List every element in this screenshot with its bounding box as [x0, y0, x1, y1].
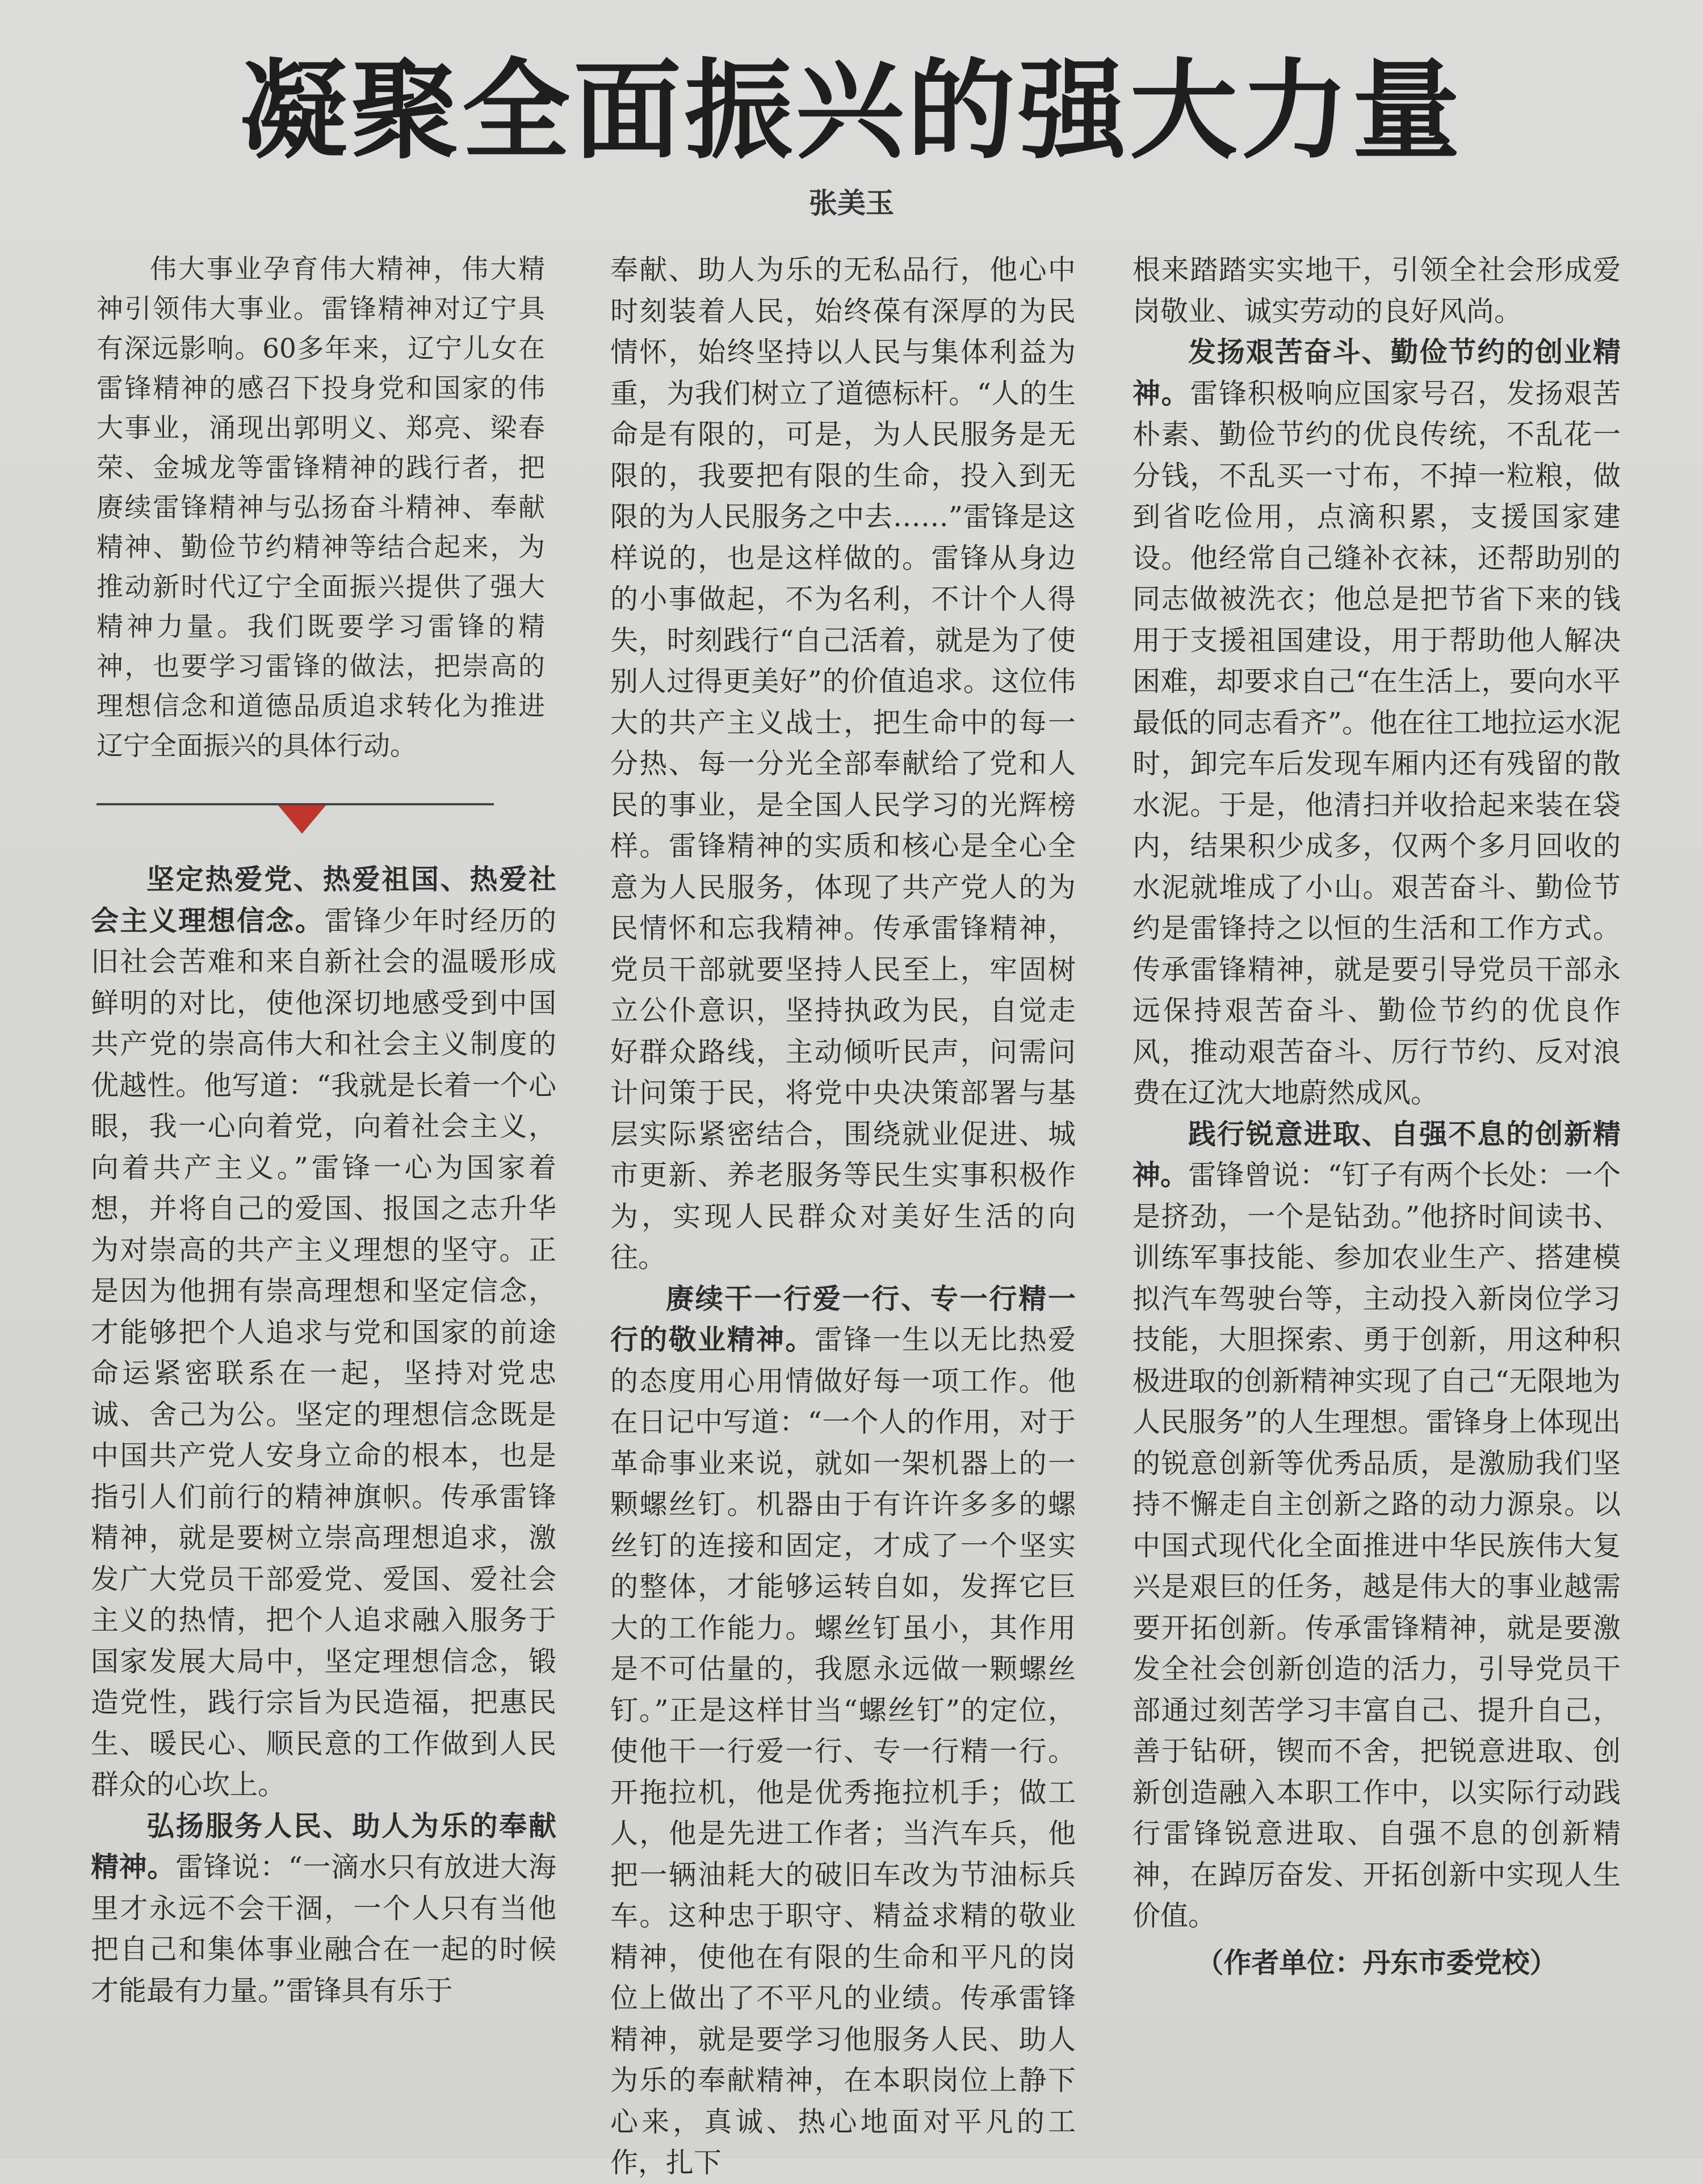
- section-4-heading: 发扬艰苦奋斗、勤俭节约的创业精神。: [1132, 336, 1621, 410]
- section-2-body-b: 奉献、助人为乐的无私品行，他心中时刻装着人民，始终葆有深厚的为民情怀，始终坚持以人民与集体利益为重，为我们树立了道德标杆。“人的生命是有限的，可是，为人民服务是无限的，我要把有限的生命，投入到无限的为人民服务之中去……”雷锋是这样说的，也是这样做的。雷锋从身边的小事做起，不为名利，不计个人得失，时刻践行“自己活着，就是为了使别人过得更美好”的价值追求。这位伟大的共产主义战士，把生命中的每一分热、每一分光全部奉献给了党和人民的事业，是全国人民学习的光辉榜样。雷锋精神的实质和核心是全心全意为人民服务，体现了共产党人的为民情怀和忘我精神。传承雷锋精神，党员干部就要坚持人民至上，牢固树立公仆意识，坚持执政为民，自觉走好群众路线，主动倾听民声，问需问计问策于民，将党中央决策部署与基层实际紧密结合，围绕就业促进、城市更新、养老服务等民生实事积极作为，实现人民群众对美好生活的向往。: [610, 254, 1076, 1274]
- section-2: [91, 1806, 556, 2012]
- section-1-heading: 坚定热爱党、热爱祖国、热爱社会主义理想信念。: [91, 863, 556, 937]
- intro-text: 伟大事业孕育伟大精神，伟大精神引领伟大事业。雷锋精神对辽宁具有深远影响。60多年来，辽宁儿女在雷锋精神的感召下投身党和国家的伟大事业，涌现出郭明义、郑亮、梁春荣、金城龙等雷锋精神的践行者，把赓续雷锋精神与弘扬奋斗精神、奉献精神、勤俭节约精神等结合起来，为推动新时代辽宁全面振兴提供了强大精神力量。我们既要学习雷锋的精神，也要学习雷锋的做法，把崇高的理想信念和道德品质追求转化为推进辽宁全面振兴的具体行动。: [97, 254, 545, 762]
- section-2-body-a: 雷锋说：“一滴水只有放进大海里才永远不会干涸，一个人只有当他把自己和集体事业融合在一起的时候才能最有力量。”雷锋具有乐于: [91, 1851, 556, 2007]
- section-3-heading: 赓续干一行爱一行、专一行精一行的敬业精神。: [610, 1282, 1076, 1356]
- section-5-body: 雷锋曾说：“钉子有两个长处：一个是挤劲，一个是钻劲。”他挤时间读书、训练军事技能、参加农业生产、搭建模拟汽车驾驶台等，主动投入新岗位学习技能，大胆探索、勇于创新，用这种积极进取的创新精神实现了自己“无限地为人民服务”的人生理想。雷锋身上体现出的锐意创新等优秀品质，是激励我们坚持不懈走自主创新之路的动力源泉。以中国式现代化全面推进中华民族伟大复兴是艰巨的任务，越是伟大的事业越需要开拓创新。传承雷锋精神，就是要激发全社会创新创造的活力，引导党员干部通过刻苦学习丰富自己、提升自己，善于钻研，锲而不舍，把锐意进取、创新创造融入本职工作中，以实际行动践行雷锋锐意进取、自强不息的创新精神，在踔厉奋发、开拓创新中实现人生价值。: [1132, 1159, 1621, 1932]
- author-affiliation: （作者单位：丹东市委党校）: [1196, 1946, 1558, 1979]
- column-2: [610, 250, 1076, 2184]
- section-2-continued: [610, 250, 1076, 1279]
- section-2-heading: 弘扬服务人民、助人为乐的奉献精神。: [91, 1809, 556, 1883]
- section-3-body-b: 根来踏踏实实地干，引领全社会形成爱岗敬业、诚实劳动的良好风尚。: [1132, 254, 1621, 327]
- section-4-body: 雷锋积极响应国家号召，发扬艰苦朴素、勤俭节约的优良传统，不乱花一分钱，不乱买一寸布，不掉一粒粮，做到省吃俭用，点滴积累，支援国家建设。他经常自己缝补衣袜，还帮助别的同志做被洗衣；他总是把节省下来的钱用于支援祖国建设，用于帮助他人解决困难，却要求自己“在生活上，要向水平最低的同志看齐”。他在往工地拉运水泥时，卸完车后发现车厢内还有残留的散水泥。于是，他清扫并收拾起来装在袋内，结果积少成多，仅两个多月回收的水泥就堆成了小山。艰苦奋斗、勤俭节约是雷锋持之以恒的生活和工作方式。传承雷锋精神，就是要引导党员干部永远保持艰苦奋斗、勤俭节约的优良作风，推动艰苦奋斗、厉行节约、反对浪费在辽沈大地蔚然成风。: [1132, 377, 1621, 1109]
- red-triangle-icon: [278, 805, 326, 834]
- section-3: [610, 1279, 1076, 2184]
- section-4: [1132, 332, 1621, 1114]
- column-1: [91, 250, 556, 2011]
- section-1-body: 雷锋少年时经历的旧社会苦难和来自新社会的温暖形成鲜明的对比，使他深切地感受到中国共产党的崇高伟大和社会主义制度的优越性。他写道：“我就是长着一个心眼，我一心向着党，向着社会主义，向着共产主义。”雷锋一心为国家着想，并将自己的爱国、报国之志升华为对崇高的共产主义理想的坚守。正是因为他拥有崇高理想和坚定信念，才能够把个人追求与党和国家的前途命运紧密联系在一起，坚持对党忠诚、舍己为公。坚定的理想信念既是中国共产党人安身立命的根本，也是指引人们前行的精神旗帜。传承雷锋精神，就是要树立崇高理想追求，激发广大党员干部爱党、爱国、爱社会主义的热情，把个人追求融入服务于国家发展大局中，坚定理想信念，锻造党性，践行宗旨为民造福，把惠民生、暖民心、顺民意的工作做到人民群众的心坎上。: [91, 904, 556, 1801]
- section-3-continued: [1132, 250, 1621, 332]
- section-5: [1132, 1114, 1621, 1937]
- article-intro: [91, 250, 556, 766]
- section-divider: [97, 803, 494, 805]
- section-1: [91, 859, 556, 1806]
- article-author: 张美玉: [809, 187, 894, 220]
- section-5-heading: 践行锐意进取、自强不息的创新精神。: [1132, 1118, 1621, 1191]
- section-3-body: 雷锋一生以无比热爱的态度用心用情做好每一项工作。他在日记中写道：“一个人的作用，对于革命事业来说，就如一架机器上的一颗螺丝钉。机器由于有许许多多的螺丝钉的连接和固定，才成了一个坚实的整体，才能够运转自如，发挥它巨大的工作能力。螺丝钉虽小，其作用是不可估量的，我愿永远做一颗螺丝钉。”正是这样甘当“螺丝钉”的定位，使他干一行爱一行、专一行精一行。开拖拉机，他是优秀拖拉机手；做工人，他是先进工作者；当汽车兵，他把一辆油耗大的破旧车改为节油标兵车。这种忠于职守、精益求精的敬业精神，使他在有限的生命和平凡的岗位上做出了不平凡的业绩。传承雷锋精神，就是要学习他服务人民、助人为乐的奉献精神，在本职岗位上静下心来，真诚、热心地面对平凡的工作，扎下: [610, 1324, 1076, 2179]
- column-3: [1132, 250, 1621, 1984]
- article-title: 凝聚全面振兴的强大力量: [239, 47, 1463, 174]
